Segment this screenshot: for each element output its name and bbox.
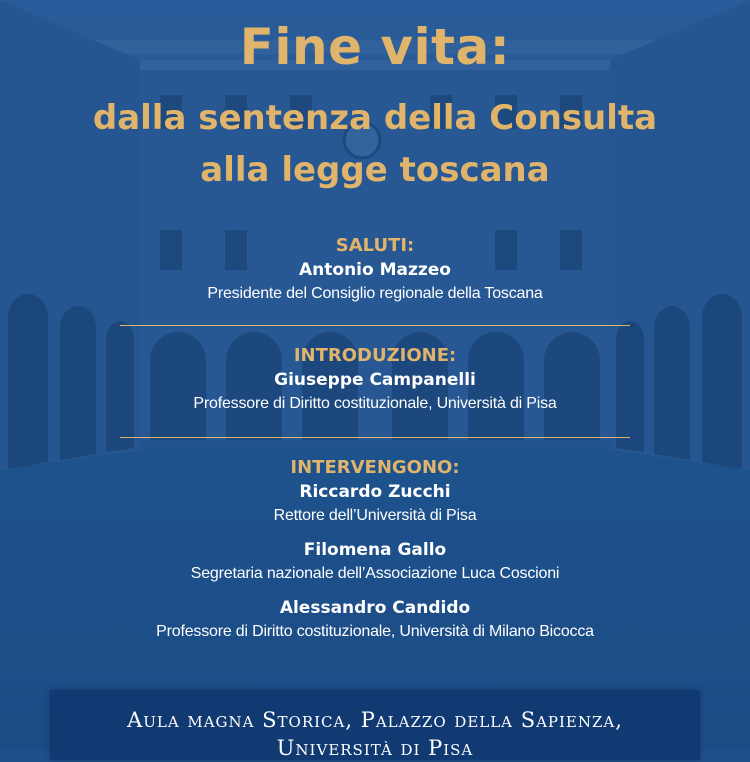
venue-line-2: Università di Pisa xyxy=(276,736,474,760)
event-title: Fine vita: xyxy=(239,18,511,76)
saluti-speaker-role: Presidente del Consiglio regionale della Toscana xyxy=(207,285,543,302)
speaker-role: Professore di Diritto costituzionale, Università di Milano Bicocca xyxy=(156,623,594,640)
speaker-name: Alessandro Candido xyxy=(279,598,471,618)
intervengono-heading: INTERVENGONO: xyxy=(290,457,460,478)
saluti-section xyxy=(0,234,750,306)
saluti-speaker-name: Antonio Mazzeo xyxy=(299,260,451,280)
section-divider xyxy=(120,325,630,326)
speaker-name: Filomena Gallo xyxy=(303,540,447,560)
speaker-role: Rettore dell’Università di Pisa xyxy=(273,507,477,524)
intervengono-section xyxy=(0,456,750,644)
venue-line-1: Aula magna Storica, Palazzo della Sapienza, xyxy=(127,708,623,732)
venue-location xyxy=(50,706,700,762)
introduzione-speaker-name: Giuseppe Campanelli xyxy=(274,370,476,390)
saluti-heading: SALUTI: xyxy=(335,235,415,256)
speaker-name: Riccardo Zucchi xyxy=(299,482,451,502)
event-subtitle-line-1: dalla sentenza della Consulta xyxy=(92,98,658,138)
introduzione-speaker-role: Professore di Diritto costituzionale, Università di Pisa xyxy=(193,395,557,412)
event-subtitle-line-2: alla legge toscana xyxy=(200,150,550,190)
section-divider xyxy=(120,437,630,438)
introduzione-heading: INTRODUZIONE: xyxy=(293,345,457,366)
speaker-role: Segretaria nazionale dell’Associazione Luca Coscioni xyxy=(190,565,560,582)
introduzione-section xyxy=(0,344,750,416)
